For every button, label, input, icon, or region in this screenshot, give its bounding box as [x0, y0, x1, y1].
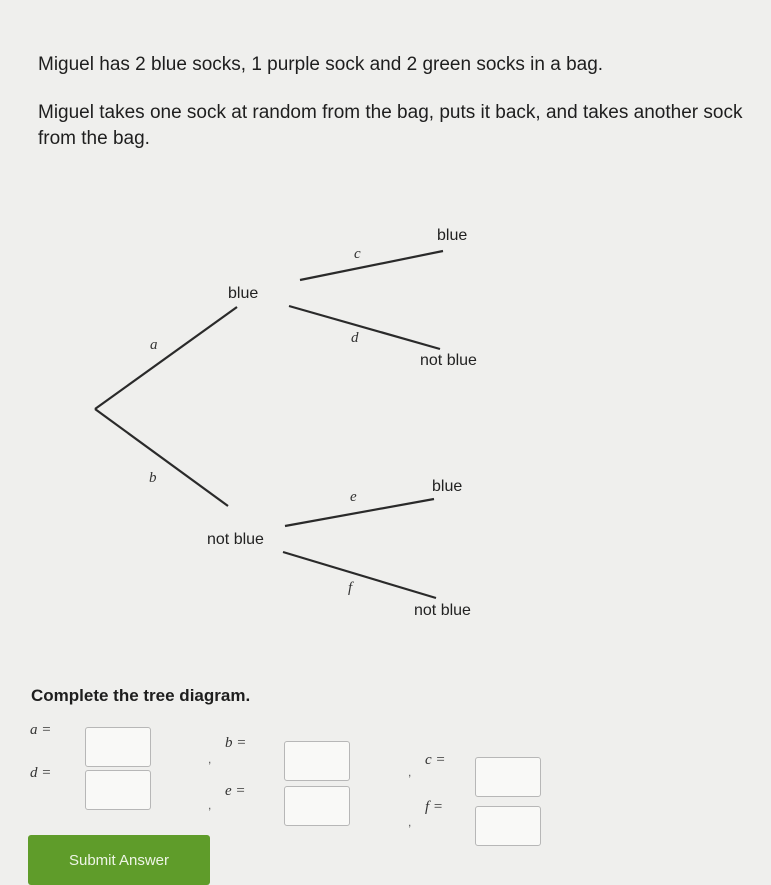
node-first-blue: blue — [228, 285, 259, 302]
node-second-not-blue-top: not blue — [420, 352, 477, 369]
label-f: f — [348, 580, 353, 596]
submit-answer-button[interactable]: Submit Answer — [28, 835, 210, 885]
instruction: Complete the tree diagram. — [31, 686, 251, 705]
node-second-blue-top: blue — [437, 227, 468, 244]
comma: , — [408, 815, 412, 829]
branch-d — [289, 306, 440, 349]
comma: , — [208, 798, 212, 812]
e-field-label: e = — [225, 783, 246, 799]
node-first-not-blue: not blue — [207, 531, 264, 548]
problem-statement-line-1: Miguel has 2 blue socks, 1 purple sock and 2 green socks in a bag. — [38, 54, 604, 75]
branch-c — [300, 251, 443, 280]
comma: , — [208, 752, 212, 766]
branch-e — [285, 499, 434, 526]
label-b: b — [149, 470, 157, 486]
e-input[interactable] — [284, 786, 350, 826]
branch-b — [95, 409, 228, 506]
c-input[interactable] — [475, 757, 541, 797]
branch-f — [283, 552, 436, 598]
a-input[interactable] — [85, 727, 151, 767]
node-second-blue-bottom: blue — [432, 478, 463, 495]
c-field-label: c = — [425, 752, 446, 768]
a-field-label: a = — [30, 722, 52, 738]
label-c: c — [354, 246, 361, 262]
comma: , — [408, 765, 412, 779]
d-input[interactable] — [85, 770, 151, 810]
label-e: e — [350, 489, 357, 505]
f-field-label: f = — [425, 799, 444, 815]
f-input[interactable] — [475, 806, 541, 846]
label-a: a — [150, 337, 158, 353]
b-field-label: b = — [225, 735, 247, 751]
d-field-label: d = — [30, 765, 52, 781]
node-second-not-blue-bottom: not blue — [414, 602, 471, 619]
b-input[interactable] — [284, 741, 350, 781]
label-d: d — [351, 330, 359, 346]
problem-statement-line-2: Miguel takes one sock at random from the bag, puts it back, and takes another sock from the bag. — [38, 102, 743, 149]
branch-a — [95, 307, 237, 409]
